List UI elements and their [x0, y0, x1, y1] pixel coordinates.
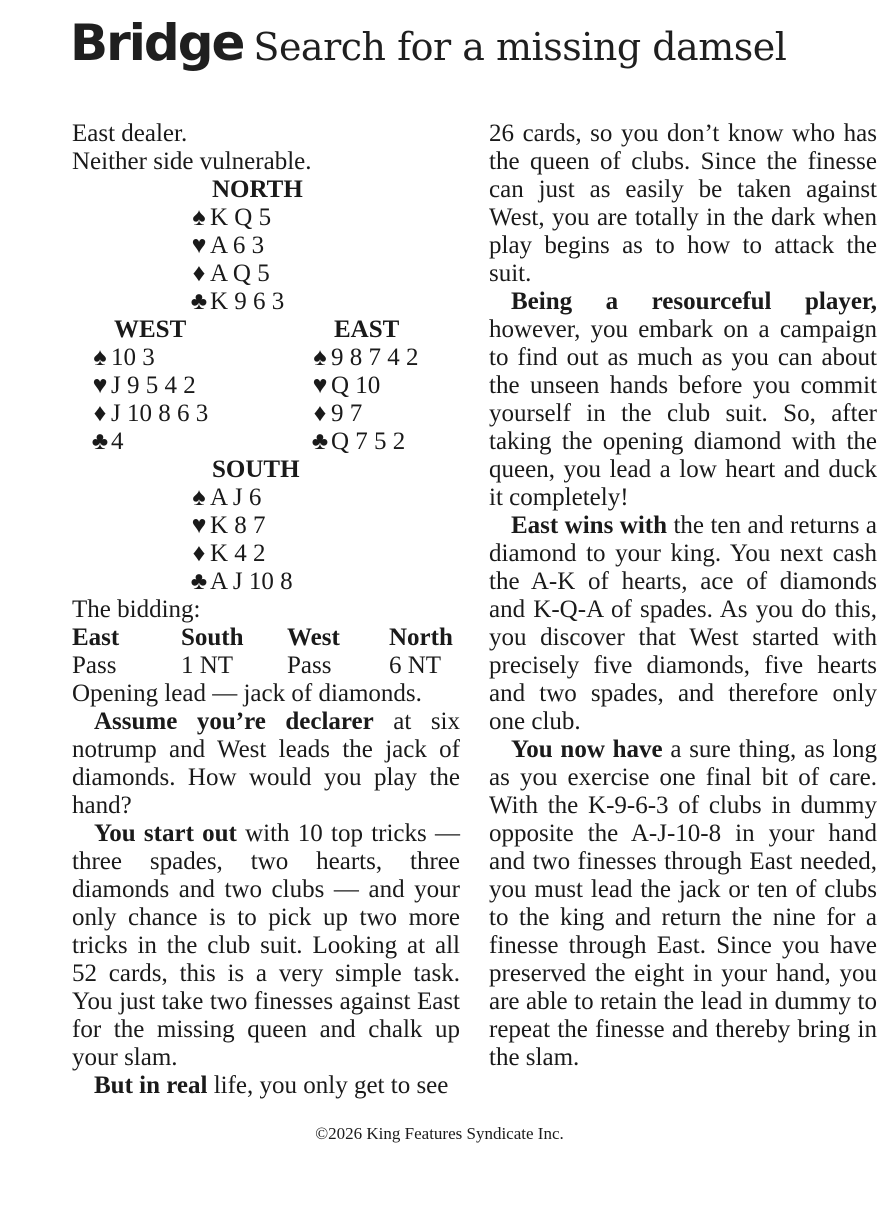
- east-label: EAST: [334, 316, 400, 343]
- east-diamonds: ♦ 9 7: [309, 400, 419, 428]
- club-icon: ♣: [311, 428, 329, 455]
- article-paragraph: You start out with 10 top tricks — three spades, two hearts, three diamonds and two clubs — and your only chance is to pick up two more tricks in the club suit. Looking at all 52 cards, this is a very simple task. You just take two finesses against East for the missing queen and chalk up your slam.: [72, 820, 460, 1071]
- article-paragraph: You now have a sure thing, as long as you exercise one final bit of care. With the K-9-6-3 of clubs in dummy opposite the A-J-10-8 in your hand and two finesses through East needed, you must lead the jack or ten of clubs to the king and return the nine for a finesse through East. Since you have preserved the eight in your hand, you are able to retain the lead in dummy to repeat the finesse and thereby bring in the slam.: [489, 736, 877, 1071]
- spade-icon: ♠: [192, 204, 206, 231]
- bidding-header-west: West: [287, 624, 340, 651]
- opening-lead: Opening lead — jack of diamonds.: [72, 680, 422, 707]
- diamond-icon: ♦: [313, 400, 327, 427]
- copyright-footer: ©2026 King Features Syndicate Inc.: [315, 1124, 564, 1143]
- heart-icon: ♥: [312, 372, 328, 399]
- vulnerability-line: Neither side vulnerable.: [72, 148, 312, 175]
- south-clubs: ♣ A J 10 8: [188, 568, 293, 596]
- bidding-title: The bidding:: [72, 596, 201, 623]
- east-clubs: ♣ Q 7 5 2: [309, 428, 419, 456]
- east-spades: ♠ 9 8 7 4 2: [309, 344, 419, 372]
- north-diamonds: ♦ A Q 5: [188, 260, 284, 288]
- club-icon: ♣: [190, 288, 208, 315]
- west-hearts: ♥ J 9 5 4 2: [89, 372, 208, 400]
- bid-north: 6 NT: [389, 652, 442, 679]
- dealer-line: East dealer.: [72, 120, 188, 147]
- bidding-header-north: North: [389, 624, 453, 651]
- heart-icon: ♥: [92, 372, 108, 399]
- diamond-icon: ♦: [192, 260, 206, 287]
- north-hand: [188, 204, 284, 316]
- bidding-header-south: South: [181, 624, 244, 651]
- west-clubs: ♣ 4: [89, 428, 208, 456]
- west-diamonds: ♦ J 10 8 6 3: [89, 400, 208, 428]
- diamond-icon: ♦: [192, 540, 206, 567]
- south-label: SOUTH: [212, 456, 300, 483]
- column-title: Bridge: [70, 14, 244, 72]
- south-diamonds: ♦ K 4 2: [188, 540, 293, 568]
- east-hearts: ♥ Q 10: [309, 372, 419, 400]
- article-right-column: [489, 120, 877, 1072]
- spade-icon: ♠: [93, 344, 107, 371]
- heart-icon: ♥: [191, 512, 207, 539]
- diamond-icon: ♦: [93, 400, 107, 427]
- bid-south: 1 NT: [181, 652, 234, 679]
- article-paragraph: East wins with the ten and returns a diamond to your king. You next cash the A-K of hearts, ace of diamonds and K-Q-A of spades. As you do this, you discover that West started with precisely five diamonds, five hearts and two spades, and therefore only one club.: [489, 512, 878, 735]
- page-header: [70, 14, 786, 72]
- club-icon: ♣: [91, 428, 109, 455]
- south-hand: [188, 484, 293, 596]
- bidding-header-east: East: [72, 624, 120, 651]
- east-hand: [309, 344, 419, 456]
- north-hearts: ♥ A 6 3: [188, 232, 284, 260]
- club-icon: ♣: [190, 568, 208, 595]
- spade-icon: ♠: [313, 344, 327, 371]
- article-paragraph: Assume you’re declarer at six notrump and West leads the jack of diamonds. How would you play the hand?: [72, 708, 460, 819]
- north-label: NORTH: [212, 176, 303, 203]
- south-hearts: ♥ K 8 7: [188, 512, 293, 540]
- bid-west: Pass: [287, 652, 332, 679]
- article-left-column: [72, 708, 460, 1100]
- north-spades: ♠ K Q 5: [188, 204, 284, 232]
- bid-east: Pass: [72, 652, 117, 679]
- column-subtitle: Search for a missing damsel: [253, 25, 787, 69]
- article-paragraph: But in real life, you only get to see: [94, 1072, 449, 1099]
- north-clubs: ♣ K 9 6 3: [188, 288, 284, 316]
- south-spades: ♠ A J 6: [188, 484, 293, 512]
- west-label: WEST: [114, 316, 187, 343]
- spade-icon: ♠: [192, 484, 206, 511]
- article-paragraph: 26 cards, so you don’t know who has the queen of clubs. Since the finesse can just as easily be taken against West, you are totally in the dark when play begins as to how to attack the suit.: [489, 120, 877, 287]
- heart-icon: ♥: [191, 232, 207, 259]
- west-spades: ♠ 10 3: [89, 344, 208, 372]
- article-paragraph: Being a resourceful player, however, you embark on a campaign to find out as much as you can about the unseen hands before you commit yourself in the club suit. So, after taking the opening diamond with the queen, you lead a low heart and duck it completely!: [489, 288, 877, 511]
- west-hand: [89, 344, 208, 456]
